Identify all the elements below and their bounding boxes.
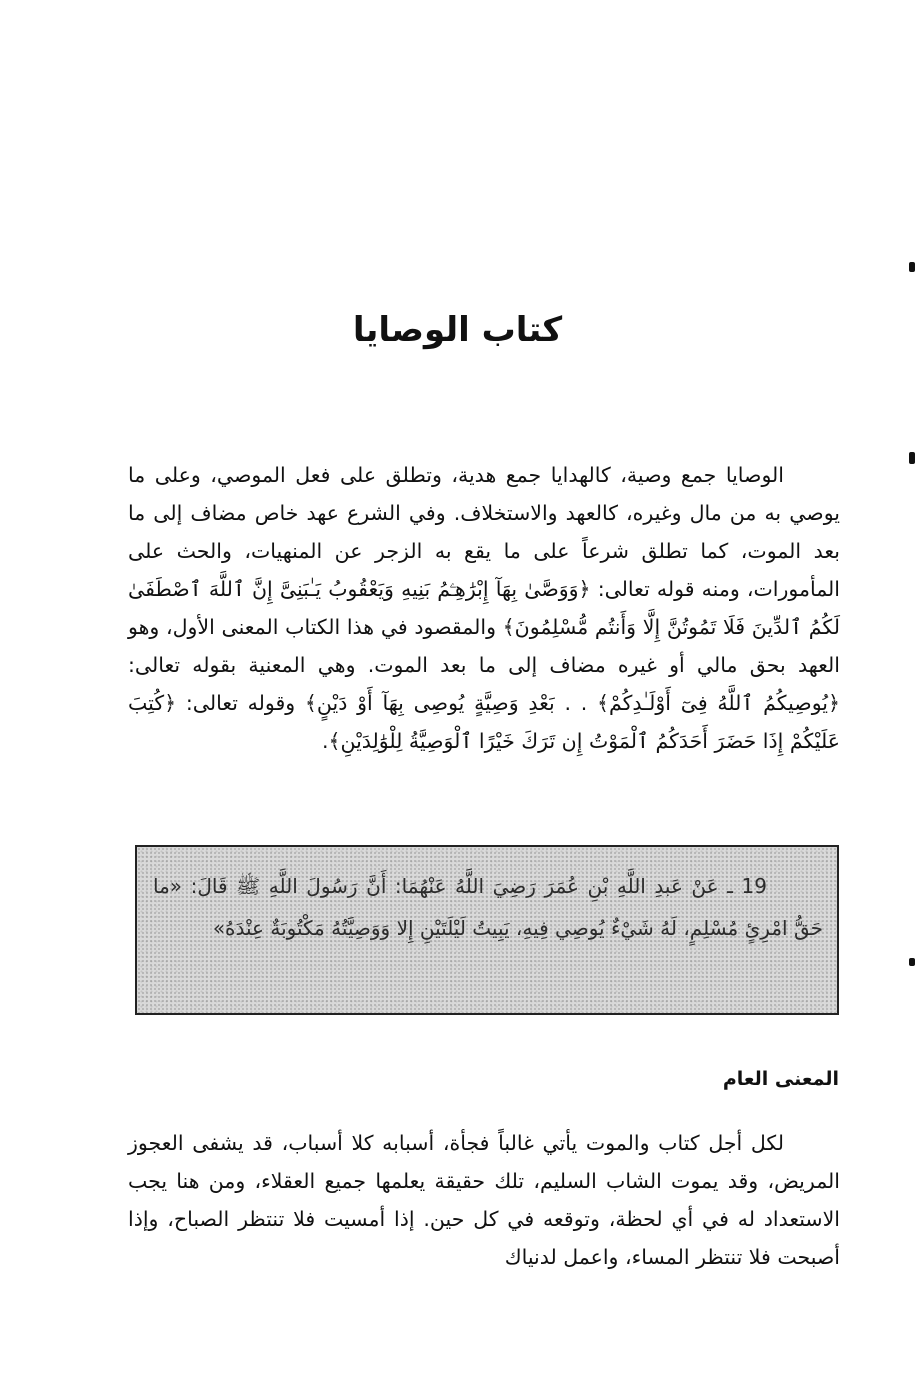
chapter-title: كتاب الوصايا <box>352 310 563 350</box>
body-paragraph: لكل أجل كتاب والموت يأتي غالباً فجأة، أسبابه كلا أسباب، قد يشفى العجوز المريض، وقد يموت الشاب السليم، تلك حقيقة يعلمها جميع العقلاء، ومن هنا يجب الاستعداد له في أي لحظة، وتوقعه في كل حين. إذا أمسيت فلا تنتظر الصباح، وإذا أصبحت فلا تنتظر المساء، واعمل لدنياك <box>128 1131 840 1269</box>
section-heading: المعنى العام <box>722 1068 839 1090</box>
intro-paragraph: الوصايا جمع وصية، كالهدايا جمع هدية، وتطلق على فعل الموصي، وعلى ما يوصي به من مال وغيره، كالعهد والاستخلاف. وفي الشرع عهد خاص مضاف إلى ما بعد الموت، كما تطلق شرعاً على ما يقع به الزجر عن المنهيات، والحث على المأمورات، ومنه قوله تعالى: ﴿وَوَصَّىٰ بِهَآ إِبْرَٰهِـۧمُ بَنِيهِ وَيَعْقُوبُ يَـٰبَنِىَّ إِنَّ ٱللَّهَ ٱصْطَفَىٰ لَكُمُ ٱلدِّينَ فَلَا تَمُوتُنَّ إِلَّا وَأَنتُم مُّسْلِمُونَ﴾ والمقصود في هذا الكتاب المعنى الأول، وهو العهد بحق مالي أو غيره مضاف إلى ما بعد الموت. وهي المعنية بقوله تعالى: ﴿يُوصِيكُمُ ٱللَّهُ فِىٓ أَوْلَـٰدِكُمْ﴾ . . بَعْدِ وَصِيَّةٍ يُوصِى بِهَآ أَوْ دَيْنٍ﴾ وقوله تعالى: ﴿كُتِبَ عَلَيْكُمْ إِذَا حَضَرَ أَحَدَكُمُ ٱلْمَوْتُ إِن تَرَكَ خَيْرًا ٱلْوَصِيَّةُ لِلْوَٰلِدَيْنِ﴾. <box>128 463 840 753</box>
hadith-box <box>135 845 839 1015</box>
scan-edge-mark <box>909 958 915 966</box>
scan-edge-mark <box>909 452 915 464</box>
hadith-text: 19 ـ عَنْ عَبدِ اللَّهِ بْنِ عُمَرَ رَضِيَ اللَّهُ عَنْهُمَا: أَنَّ رَسُولَ اللَّهِ ﷺ قَالَ: «ما حَقُّ امْرِئٍ مُسْلِمٍ، لَهُ شَيْءٌ يُوصِي فِيهِ، يَبِيتُ لَيْلَتَيْنِ إِلا وَوَصِيَّتُهُ مَكْتُوبَةٌ عِنْدَهُ» <box>153 874 823 940</box>
scan-edge-mark <box>909 262 915 272</box>
